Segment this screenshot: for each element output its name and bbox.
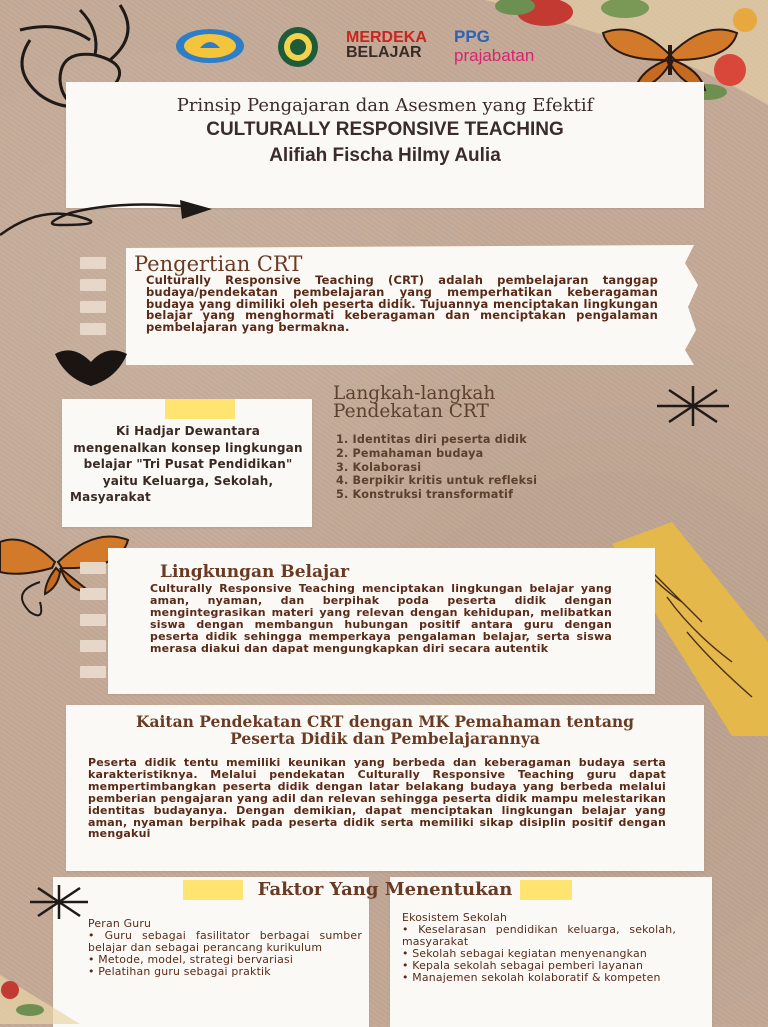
tape-strip: [165, 399, 235, 419]
title-line-3-author: Alifiah Fischa Hilmy Aulia: [269, 145, 501, 166]
sprocket-hole: [80, 614, 106, 626]
faktor-left-title: Peran Guru: [88, 917, 152, 930]
sprocket-hole: [80, 666, 106, 678]
langkah-heading-line-1: Langkah-langkah: [333, 383, 496, 404]
sprocket-hole: [80, 301, 106, 313]
faktor-right-title: Ekosistem Sekolah: [402, 911, 508, 924]
sprocket-hole: [80, 562, 106, 574]
flower-decoration: [0, 975, 80, 1024]
langkah-list: [336, 433, 537, 502]
langkah-item: 4. Berpikir kritis untuk refleksi: [336, 474, 538, 488]
kaitan-body: Peserta didik tentu memiliki keunikan yang berbeda dan keberagaman budaya serta karakteristiknya. Melalui pendekatan Culturally Responsive Teaching guru dapat mempertimbangkan peserta didik dengan latar belakang budaya yang berbeda melalui pemberian pengajaran yang adil dan relevan sehingga peserta didik mampu melestarikan identitas budayanya. Dengan demikian, dapat menciptakan lingkungan belajar yang aman, nyaman berpihak pada peserta didik serta memiliki sikap disiplin positif dengan mengakui: [88, 756, 666, 841]
ppg-prajabatan-logo: [454, 27, 534, 65]
pengertian-body: Culturally Responsive Teaching (CRT) adalah pembelajaran tanggap budaya/pendekatan pembelajaran yang memperhatikan keberagaman budaya yang dimiliki oleh peserta didik. Tujuannya menciptakan lingkungan belajar yang menghormati keberagaman dan menciptakan pengalaman pembelajaran yang bermakna.: [146, 273, 658, 335]
faktor-left-list: [88, 918, 362, 978]
faktor-left-item: • Pelatihan guru sebagai praktik: [88, 965, 271, 979]
belajar-text: BELAJAR: [346, 44, 422, 61]
prajabatan-text: prajabatan: [454, 46, 535, 65]
asterisk-icon: [655, 384, 731, 428]
faktor-left-item: • Guru sebagai fasilitator berbagai sumber belajar dan sebagai perancang kurikulum: [88, 929, 362, 955]
kemendikbud-logo: [175, 28, 245, 64]
sprocket-hole: [80, 323, 106, 335]
faktor-heading: Faktor Yang Menentukan: [257, 879, 513, 900]
title-line-2: CULTURALLY RESPONSIVE TEACHING: [206, 119, 564, 140]
kaitan-heading-line-2: Peserta Didik dan Pembelajarannya: [230, 729, 540, 748]
kaitan-heading: [66, 713, 704, 747]
sprocket-hole: [80, 588, 106, 600]
title-line-1: Prinsip Pengajaran dan Asesmen yang Efektif: [176, 95, 594, 116]
sprocket-hole: [80, 640, 106, 652]
faktor-right-item: • Manajemen sekolah kolaboratif & kompeten: [402, 971, 661, 985]
langkah-item: 5. Konstruksi transformatif: [336, 488, 514, 502]
langkah-item: 2. Pemahaman budaya: [336, 446, 484, 460]
langkah-item: 3. Kolaborasi: [336, 460, 422, 474]
sprocket-hole: [80, 279, 106, 291]
asterisk-icon: [28, 884, 90, 920]
lingkungan-body: Culturally Responsive Teaching menciptakan lingkungan belajar yang aman, nyaman, dan berpihak poda peserta didik dengan mengintegrasikan materi yang relevan dengan kehidupan, melibatkan siswa dengan membangun hubungan positif antara guru dengan peserta didik sehingga memperkaya pengalaman belajar, serta siswa merasa diakui dan dapat mengungkapkan diri secara autentik: [150, 582, 612, 655]
lingkungan-heading: Lingkungan Belajar: [160, 562, 350, 582]
pengertian-heading: Pengertian CRT: [134, 252, 303, 276]
merdeka-text: MERDEKA: [346, 29, 427, 46]
arrow-icon: [0, 195, 220, 245]
langkah-item: 1. Identitas diri peserta didik: [336, 433, 527, 446]
university-logo: [262, 26, 334, 68]
faktor-right-item: • Kepala sekolah sebagai pemberi layanan: [402, 959, 644, 973]
sprocket-hole: [80, 257, 106, 269]
ppg-text: PPG: [454, 27, 490, 46]
page-title: [66, 93, 704, 169]
faktor-right-item: • Keselarasan pendidikan keluarga, sekolah, masyarakat: [402, 923, 676, 949]
langkah-heading: [333, 385, 495, 421]
kihajar-body: Ki Hadjar Dewantara mengenalkan konsep lingkungan belajar "Tri Pusat Pendidikan" yaitu Keluarga, Sekolah, Masyarakat: [70, 424, 303, 504]
kaitan-heading-line-1: Kaitan Pendekatan CRT dengan MK Pemahaman tentang: [136, 712, 634, 731]
film-strip: [76, 560, 122, 690]
langkah-heading-line-2: Pendekatan CRT: [333, 401, 489, 422]
faktor-right-item: • Sekolah sebagai kegiatan menyenangkan: [402, 947, 647, 961]
faktor-left-item: • Metode, model, strategi bervariasi: [88, 953, 294, 967]
merdeka-belajar-logo: [346, 30, 427, 60]
faktor-right-list: [402, 912, 676, 985]
heart-icon: [55, 348, 127, 388]
